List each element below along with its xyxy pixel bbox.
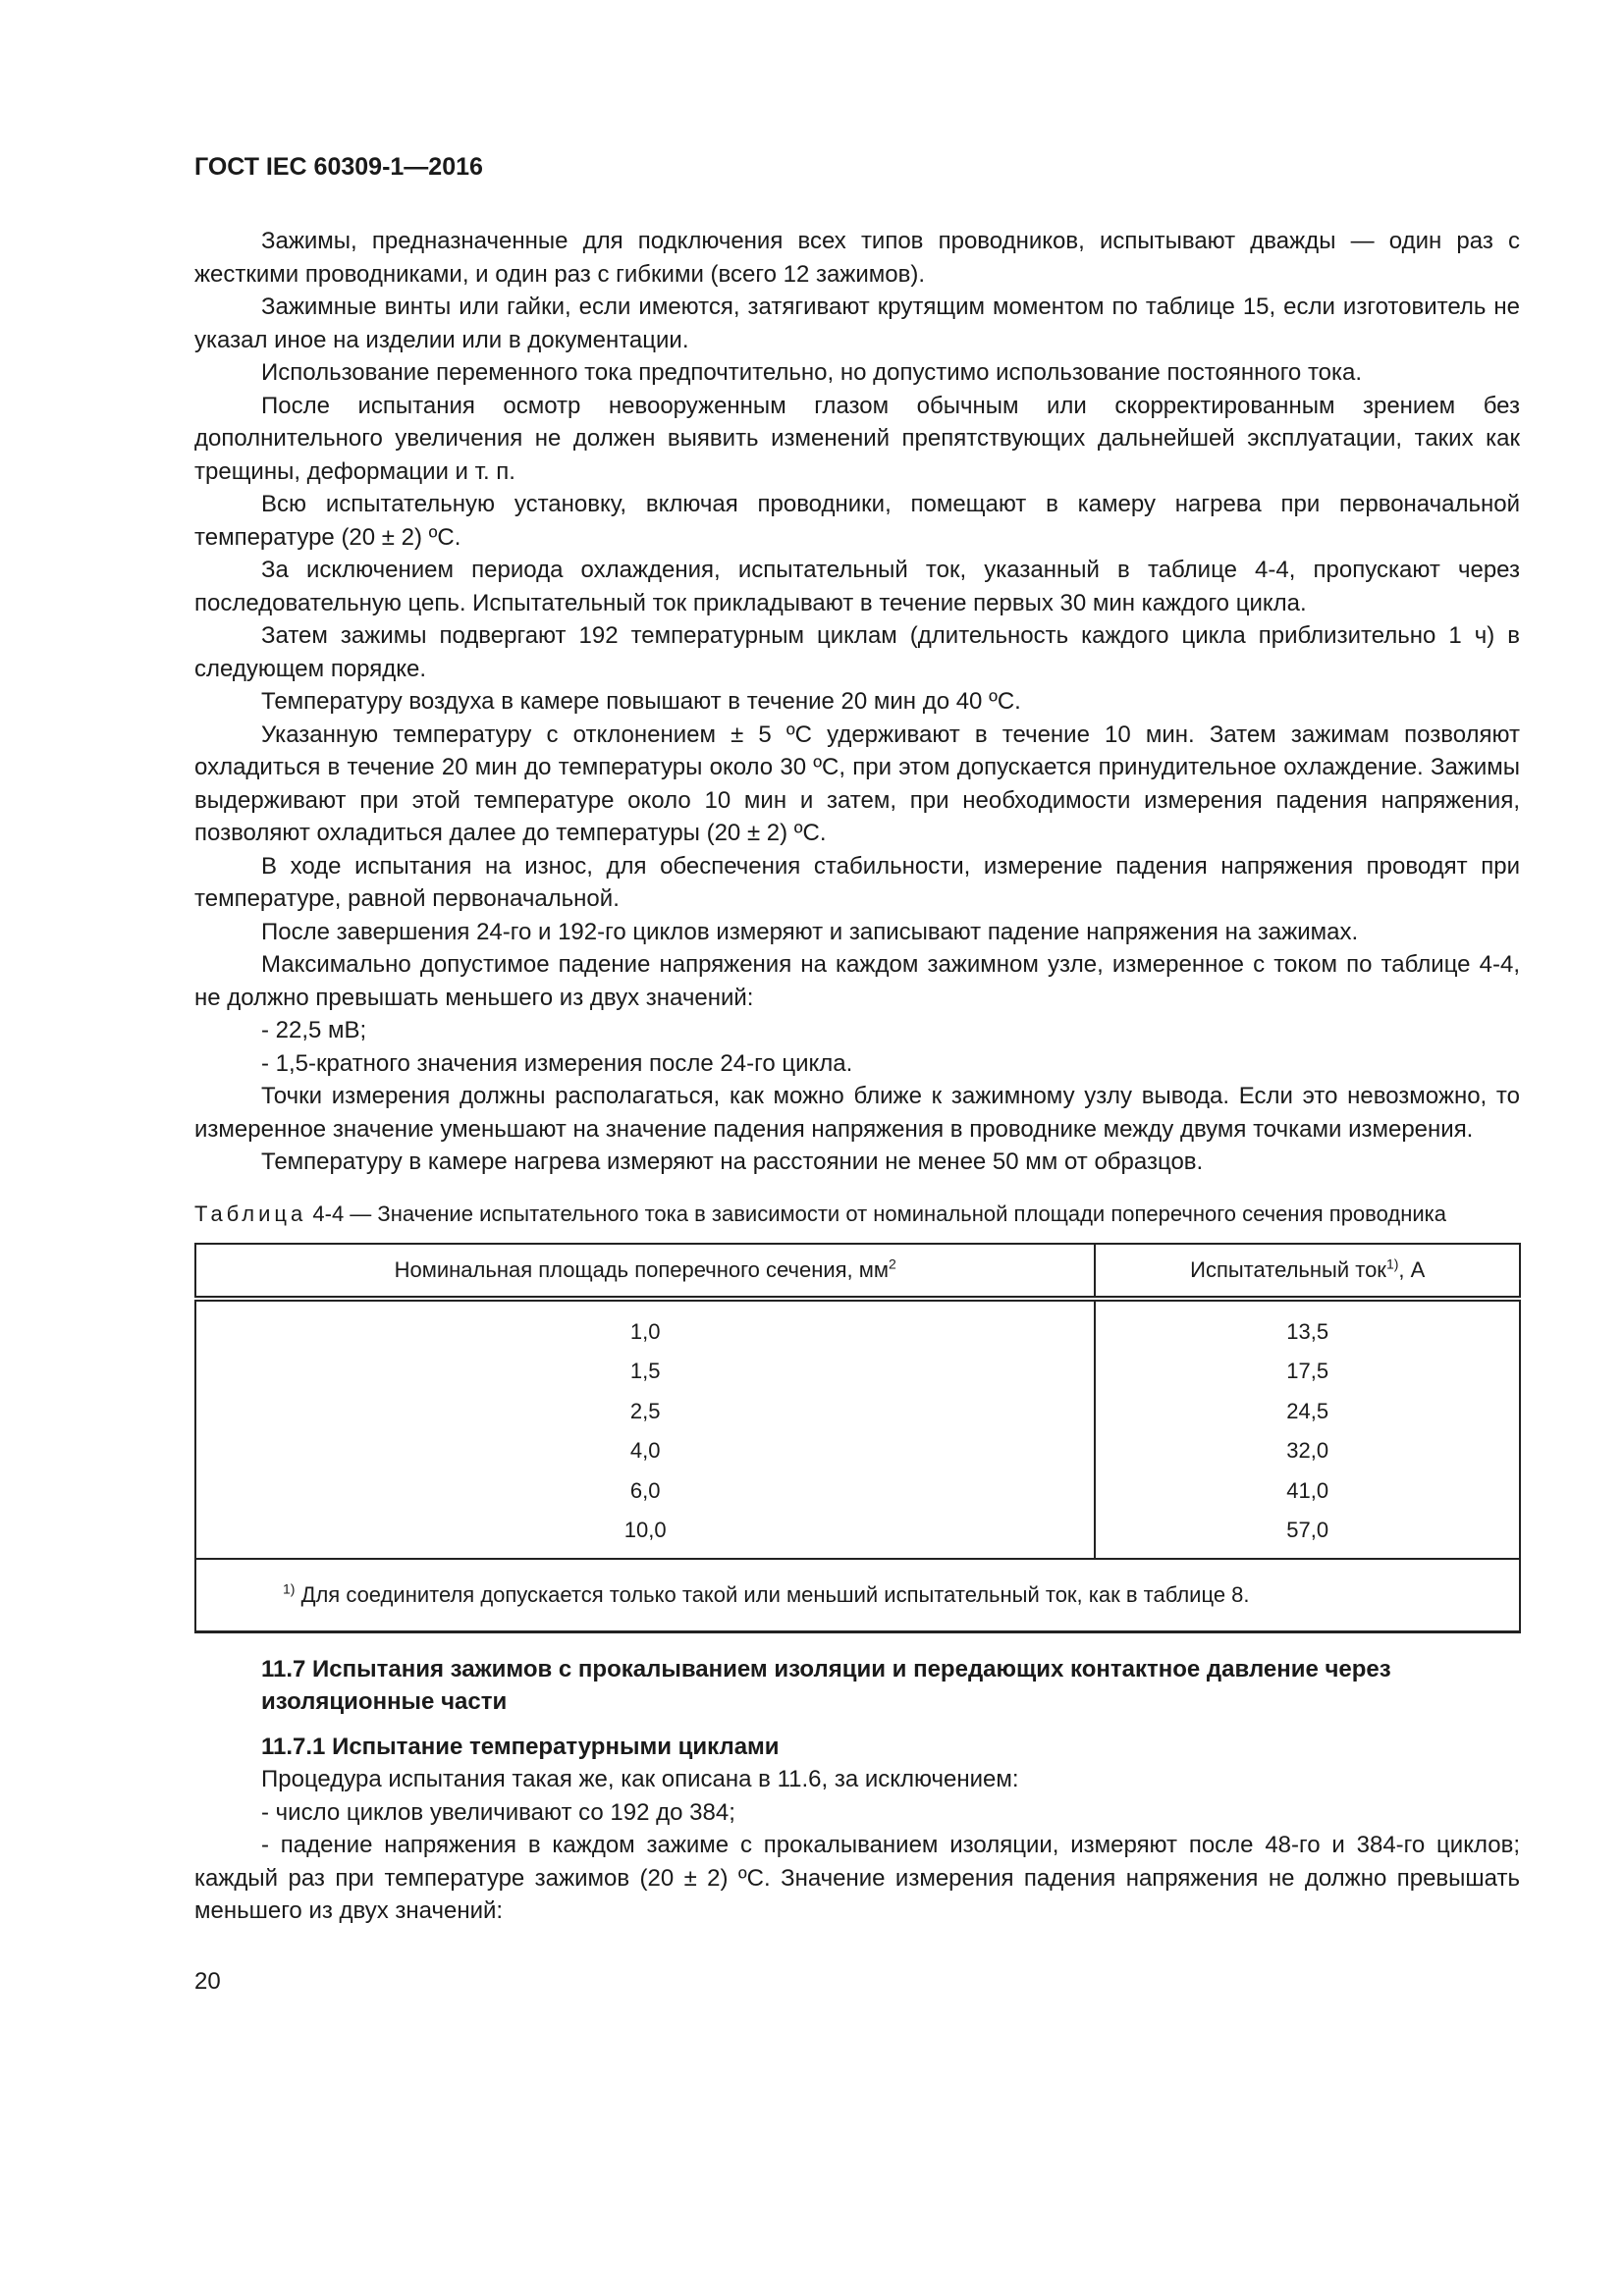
paragraph: Точки измерения должны располагаться, как можно ближе к зажимному узлу вывода. Если это невозможно, то измеренное значение уменьшают на значение падения напряжения в проводнике между двумя точками измерения. bbox=[194, 1083, 1520, 1143]
cell-current: 17,5 bbox=[1095, 1352, 1520, 1392]
cell-area: 6,0 bbox=[195, 1471, 1095, 1512]
paragraph: После испытания осмотр невооруженным глазом обычным или скорректированным зрением без дополнительного увеличения не должен выявить изменений препятствующих дальнейшей эксплуатации, таких как трещины, деформации и т. п. bbox=[194, 392, 1520, 485]
paragraph: Температуру воздуха в камере повышают в течение 20 мин до 40 ºС. bbox=[261, 688, 1021, 715]
table-footnote-row bbox=[195, 1559, 1520, 1632]
cell-area: 1,5 bbox=[195, 1352, 1095, 1392]
paragraph: За исключением периода охлаждения, испытательный ток, указанный в таблице 4-4, пропускают через последовательную цепь. Испытательный ток прикладывают в течение первых 30 мин каждого цикла. bbox=[194, 557, 1520, 616]
list-item: - 22,5 мВ; bbox=[261, 1017, 367, 1043]
paragraph: Зажимы, предназначенные для подключения всех типов проводников, испытывают дважды — один раз с жесткими проводниками, и один раз с гибкими (всего 12 зажимов). bbox=[194, 228, 1520, 288]
column-header-area: Номинальная площадь поперечного сечения, $мм^2$ bbox=[195, 1244, 1095, 1299]
table-row bbox=[195, 1352, 1520, 1392]
cell-current: 13,5 bbox=[1095, 1299, 1520, 1353]
subsection-title: 11.7.1 Испытание температурными циклами bbox=[261, 1733, 780, 1760]
paragraph: Процедура испытания такая же, как описана в 11.6, за исключением: bbox=[261, 1766, 1019, 1792]
paragraph: Использование переменного тока предпочтительно, но допустимо использование постоянного тока. bbox=[261, 359, 1363, 386]
cell-area: 10,0 bbox=[195, 1511, 1095, 1559]
paragraph: В ходе испытания на износ, для обеспечения стабильности, измерение падения напряжения проводят при температуре, равной первоначальной. bbox=[194, 852, 1520, 912]
section-11-7 bbox=[194, 1653, 1520, 1928]
table-caption bbox=[194, 1199, 1520, 1229]
cell-current: 32,0 bbox=[1095, 1431, 1520, 1471]
cell-current: 41,0 bbox=[1095, 1471, 1520, 1512]
table-row bbox=[195, 1511, 1520, 1559]
list-item: - 1,5-кратного значения измерения после 24-го цикла. bbox=[261, 1049, 853, 1077]
cell-area: 2,5 bbox=[195, 1392, 1095, 1432]
paragraph: Указанную температуру с отклонением ± 5 ºС удерживают в течение 10 мин. Затем зажимам позволяют охладиться в течение 20 мин до температуры около 30 ºС, при этом допускается принудительное охлаждение. Зажимы выдерживают при этой температуре около 10 мин и затем, при необходимости измерения падения напряжения, позволяют охладиться далее до температуры (20 ± 2) ºС. bbox=[194, 721, 1520, 846]
table-row bbox=[195, 1471, 1520, 1512]
page-number: 20 bbox=[194, 1967, 221, 1995]
paragraph: Температуру в камере нагрева измеряют на расстоянии не менее 50 мм от образцов. bbox=[261, 1148, 1204, 1175]
paragraph: Зажимные винты или гайки, если имеются, затягивают крутящим моментом по таблице 15, если изготовитель не указал иное на изделии или в документации. bbox=[194, 294, 1520, 353]
table-row bbox=[195, 1431, 1520, 1471]
table-footnote: $^{1)}$ Для соединителя допускается только такой или меньший испытательный ток, как в таблице 8. bbox=[195, 1559, 1520, 1632]
cell-area: 1,0 bbox=[195, 1299, 1095, 1353]
table-caption-label: Таблица bbox=[194, 1201, 307, 1226]
paragraph: После завершения 24-го и 192-го циклов измеряют и записывают падение напряжения на зажимах. bbox=[261, 918, 1359, 945]
section-title: 11.7 Испытания зажимов с прокалыванием изоляции и передающих контактное давление через изоляционные части bbox=[261, 1655, 1391, 1715]
paragraph: Затем зажимы подвергают 192 температурным циклам (длительность каждого цикла приблизительно 1 ч) в следующем порядке. bbox=[194, 622, 1520, 682]
body-text bbox=[194, 225, 1520, 1179]
test-current-table bbox=[194, 1243, 1521, 1633]
cell-current: 57,0 bbox=[1095, 1511, 1520, 1559]
table-caption-text: 4-4 — Значение испытательного тока в зависимости от номинальной площади поперечного сечения проводника bbox=[306, 1201, 1446, 1226]
document-header: ГОСТ IEC 60309-1—2016 bbox=[194, 153, 483, 181]
paragraph: Максимально допустимое падение напряжения на каждом зажимном узле, измеренное с током по таблице 4-4, не должно превышать меньшего из двух значений: bbox=[194, 951, 1520, 1011]
cell-area: 4,0 bbox=[195, 1431, 1095, 1471]
table-row bbox=[195, 1392, 1520, 1432]
column-header-current: Испытательный ток$^{1)}$, А bbox=[1095, 1244, 1520, 1299]
table-row bbox=[195, 1299, 1520, 1353]
document-page bbox=[194, 0, 1520, 2056]
list-item: - падение напряжения в каждом зажиме с прокалыванием изоляции, измеряют после 48-го и 384-го циклов; каждый раз при температуре зажимов (20 ± 2) ºС. Значение измерения падения напряжения не должно превышать меньшего из двух значений: bbox=[194, 1832, 1520, 1924]
paragraph: Всю испытательную установку, включая проводники, помещают в камеру нагрева при первоначальной температуре (20 ± 2) ºС. bbox=[194, 491, 1520, 551]
cell-current: 24,5 bbox=[1095, 1392, 1520, 1432]
list-item: - число циклов увеличивают со 192 до 384; bbox=[261, 1798, 735, 1826]
